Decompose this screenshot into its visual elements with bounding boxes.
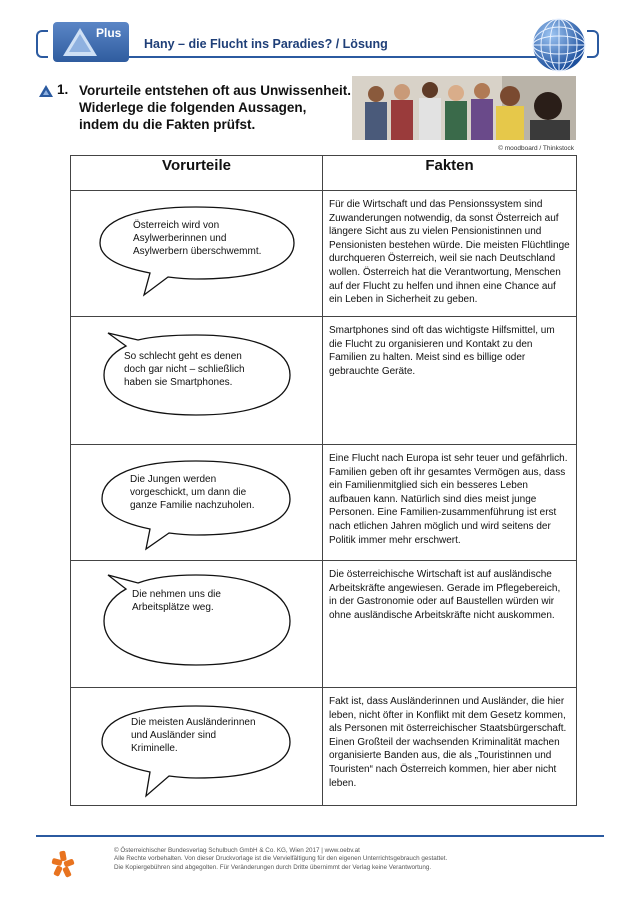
publisher-logo-icon — [50, 849, 76, 879]
table-row — [71, 561, 577, 688]
plus-logo — [53, 22, 129, 62]
prejudice-text: Die meisten Ausländerinnen und Ausländer sind Kriminelle. — [131, 717, 256, 754]
fact-cell: Die österreichische Wirtschaft ist auf ausländische Arbeitskräfte angewiesen. Gerade im Pflegebereich, in der Gastronomie oder auf Baustellen würden wir ohne ausländische Arbeitskräfte nicht auskommen. — [323, 561, 577, 688]
speech-bubble — [86, 451, 306, 541]
footer-copyright: © Österreichischer Bundesverlag Schulbuch GmbH & Co. KG, Wien 2017 | www.oebv.at Alle Rechte vorbehalten. Von dieser Druckvorlage ist die Vervielfältigung für den eigenen Unterrichtsgebrauch gestattet. Die Kopiergebühren sind abgegolten. Für Veränderungen durch Dritte übernimmt der Verlag keine Verantwortung. — [114, 847, 448, 871]
speech-bubble — [86, 569, 306, 659]
prejudice-text: Die Jungen werden vorgeschickt, um dann die ganze Familie nachzuholen. — [130, 474, 255, 511]
column-header-prejudices: Vorurteile — [71, 156, 323, 191]
table-row — [71, 191, 577, 317]
speech-bubble — [86, 692, 306, 782]
task-number: 1. — [57, 82, 69, 97]
footer-divider — [36, 835, 604, 837]
instruction-line-2: Widerlege die folgenden Aussagen, — [79, 100, 307, 115]
table-row — [71, 688, 577, 806]
prejudice-cell — [71, 445, 323, 561]
instruction-line-1: Vorurteile entstehen oft aus Unwissenheit. — [79, 83, 352, 98]
fact-cell: Für die Wirtschaft und das Pensionssystem sind Zuwanderungen notwendig, da sonst Österreich auf längere Sicht aus zu vielen Pensionistinnen und Pensionisten bestehen würde. Die meisten Flüchtlinge durchqueren Österreich, weil sie nach Deutschland wollen. Österreich hat die Verantwortung, Menschen auf der Flucht zu helfen und ihnen eine Chance auf ein Leben in Sicherheit zu geben. — [323, 191, 577, 317]
speech-bubble-icon — [86, 569, 306, 679]
prejudices-facts-table — [70, 155, 577, 806]
triangle-logo-icon — [63, 28, 97, 56]
document-title: Hany – die Flucht ins Paradies? / Lösung — [144, 37, 388, 51]
table-row — [71, 445, 577, 561]
prejudice-cell — [71, 561, 323, 688]
prejudice-text: So schlecht geht es denen doch gar nicht – schließlich haben sie Smartphones. — [124, 351, 245, 388]
logo-label: Plus — [96, 26, 122, 40]
prejudice-cell — [71, 191, 323, 317]
globe-icon — [531, 17, 587, 73]
group-photo — [352, 76, 576, 140]
fact-cell: Eine Flucht nach Europa ist sehr teuer und gefährlich. Familien geben oft ihr gesamtes Vermögen aus, dass ein Familienmitglied sich ein besseres Leben aufbauen kann. Natürlich sind dies meist junge Personen. Eine Familien-zusammenführung ist erst nach etlichen Jahren möglich und wird seitens der Politik immer mehr erschwert. — [323, 445, 577, 561]
fact-cell: Fakt ist, dass Ausländerinnen und Ausländer, die hier leben, nicht öfter in Konflikt mit dem Gesetz kommen, als Personen mit österreichischer Staatsbürgerschaft. Einen Großteil der wachsenden Kriminalität machen organisierte Banden aus, die als „Touristinnen und Touristen“ nach Österreich kommen, hier aber nicht leben. — [323, 688, 577, 806]
speech-bubble — [86, 199, 306, 289]
prejudice-text: Österreich wird von Asylwerberinnen und Asylwerbern überschwemmt. — [133, 220, 262, 257]
column-header-facts: Fakten — [323, 156, 577, 191]
prejudice-cell — [71, 688, 323, 806]
prejudice-cell — [71, 317, 323, 445]
instruction-line-3: indem du die Fakten prüfst. — [79, 117, 256, 132]
photo-credit: © moodboard / Thinkstock — [498, 145, 574, 152]
task-instruction — [79, 82, 379, 133]
prejudice-text: Die nehmen uns die Arbeitsplätze weg. — [132, 589, 221, 613]
speech-bubble — [86, 329, 306, 419]
table-row — [71, 317, 577, 445]
triangle-task-icon — [39, 85, 53, 97]
fact-cell: Smartphones sind oft das wichtigste Hilfsmittel, um die Flucht zu organisieren und Kontakt zu den Familien zu halten. Meist sind es billige oder gebrauchte Geräte. — [323, 317, 577, 445]
